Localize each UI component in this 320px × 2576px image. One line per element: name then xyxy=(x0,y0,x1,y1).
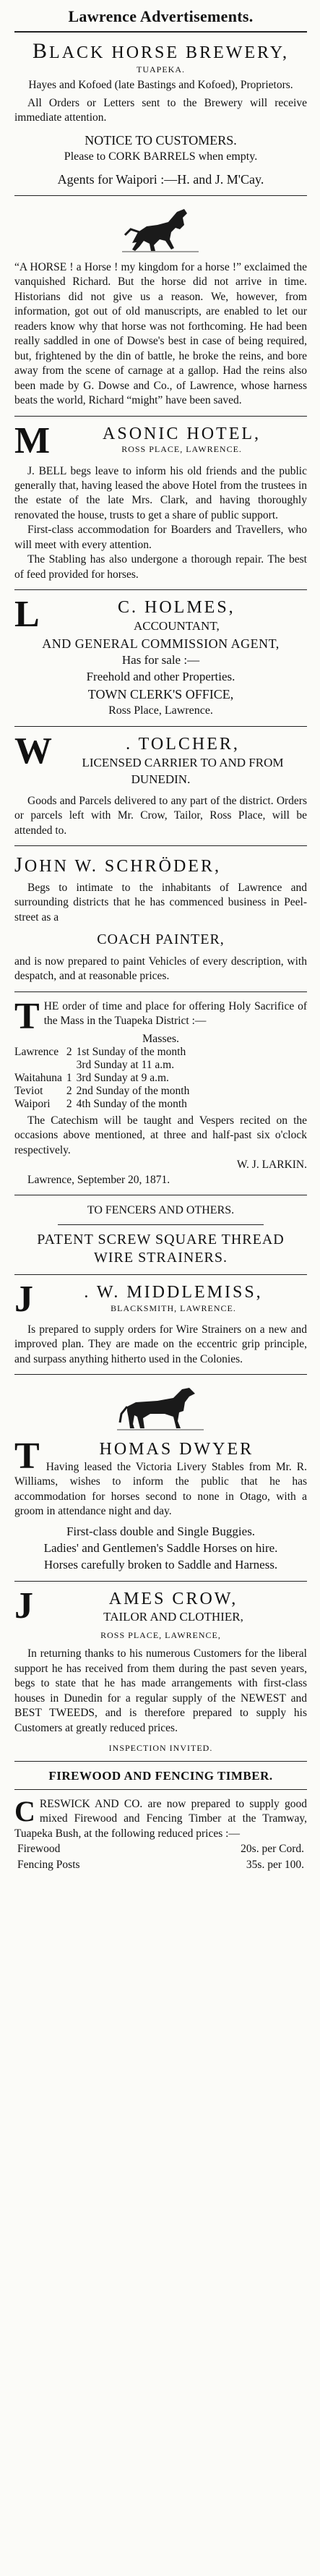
mass-place: Teviot xyxy=(14,1084,43,1097)
mass-time: 4th Sunday of the month xyxy=(76,1097,187,1110)
middlemiss-place: BLACKSMITH, LAWRENCE. xyxy=(111,1302,236,1313)
mass-count: 2 xyxy=(66,1097,72,1110)
firewood-dropcap: C xyxy=(14,1794,35,1827)
middlemiss-text: Is prepared to supply orders for Wire Strainers on a new and improved plan. They are made on the eccentric grip principle, and surpass anything hitherto used in the Colonies. xyxy=(14,1323,307,1365)
brewery-ad xyxy=(14,38,307,196)
mass-place: Waipori xyxy=(14,1097,51,1110)
dwyer-title-text: HOMAS DWYER xyxy=(99,1440,254,1459)
holmes-line-3: Has for sale :— xyxy=(121,653,200,668)
dowse-text: “A HORSE ! a Horse ! my kingdom for a horse !” exclaimed the vanquished Richard. But the horse did not arrive in time. Historians did not give us a reason. We, however, from information, got out of old manuscripts, are enabled to let our readers know why that horse was not forthcoming. He had been really saddled in one of Dowse's best in case of being required, but, frightened by the din of battle, he broke the reins, and bore away from the scene of carnage at a gallop. Had the reins also been made by G. Dowse and Co., of Lawrence, whose harness beats the world, Richard “might” have been saved. xyxy=(14,261,307,407)
schroder-text: Begs to intimate to the inhabitants of Lawrence and surrounding districts that he has commenced business in Peel-street as a xyxy=(14,881,307,924)
fencers-line-2: WIRE STRAINERS. xyxy=(94,1249,228,1266)
hotel-text-3: The Stabling has also undergone a thorough repair. The best of feed provided for horses. xyxy=(14,553,307,581)
firewood-title: FIREWOOD AND FENCING TIMBER. xyxy=(14,1769,307,1790)
hotel-title-text: ASONIC HOTEL, xyxy=(103,424,261,443)
page-title: Lawrence Advertisements. xyxy=(14,7,307,33)
dwyer-line-2: Ladies' and Gentlemen's Saddle Horses on hire. xyxy=(43,1540,278,1555)
fencers-title: TO FENCERS AND OTHERS. xyxy=(87,1204,235,1217)
holmes-title-text: C. HOLMES, xyxy=(118,598,235,618)
table-row xyxy=(14,1841,307,1857)
mass-count: 1 xyxy=(66,1071,72,1084)
mass-intro xyxy=(14,995,307,1037)
fencers-ad xyxy=(14,1203,307,1275)
hotel-text-2: First-class accommodation for Boarders and Travellers, who will meet with every attention. xyxy=(14,524,307,551)
dwyer-line-3: Horses carefully broken to Saddle and Harness. xyxy=(43,1557,278,1571)
schroder-text-2: and is now prepared to paint Vehicles of every description, with despatch, and at reasonable prices. xyxy=(14,955,307,983)
price-value: 20s. per Cord. xyxy=(241,1843,304,1856)
mass-place: Waitahuna xyxy=(14,1071,62,1084)
schroder-ad xyxy=(14,853,307,992)
table-row xyxy=(14,1072,194,1085)
mass-place: Lawrence xyxy=(14,1045,59,1058)
middlemiss-ad xyxy=(14,1278,307,1375)
brewery-place: TUAPEKA. xyxy=(137,64,185,74)
table-row xyxy=(14,1085,194,1098)
hotel-dropcap: M xyxy=(14,419,53,461)
mass-signed: W. J. LARKIN. xyxy=(236,1159,307,1172)
hotel-text: J. BELL begs leave to inform his old friends and the public generally that, having leased the above Hotel from the trustees in the estate of the late Mrs. Clark, and having thoroughly renovated the house, trusts to get a share of public support. xyxy=(14,464,307,521)
hotel-place: ROSS PLACE, LAWRENCE. xyxy=(121,444,242,455)
dwyer-dropcap: T xyxy=(14,1436,42,1477)
hotel-ad xyxy=(14,419,307,591)
holmes-line-6: Ross Place, Lawrence. xyxy=(108,704,213,717)
mass-time: 3rd Sunday at 9 a.m. xyxy=(76,1071,169,1084)
mass-count: 2 xyxy=(66,1045,72,1058)
holmes-line-4: Freehold and other Properties. xyxy=(86,670,235,684)
holmes-line-5: TOWN CLERK'S OFFICE, xyxy=(87,687,234,702)
tolcher-line-1: LICENSED CARRIER TO AND FROM DUNEDIN. xyxy=(82,755,284,786)
mass-place xyxy=(14,1059,66,1072)
holmes-ad xyxy=(14,594,307,727)
price-table xyxy=(14,1841,307,1873)
dwyer-title xyxy=(14,1436,307,1477)
mass-date: Lawrence, September 20, 1871. xyxy=(27,1173,170,1186)
firewood-intro xyxy=(14,1794,307,1841)
mass-ad xyxy=(14,995,307,1195)
schroder-trade: COACH PAINTER, xyxy=(97,931,225,947)
holmes-dropcap: L xyxy=(14,594,42,636)
mass-dropcap: T xyxy=(14,995,40,1037)
brewery-proprietors: Hayes and Kofoed (late Bastings and Kofoed), Proprietors. xyxy=(28,79,293,91)
horse-engraving xyxy=(14,203,307,257)
tolcher-text: Goods and Parcels delivered to any part of the district. Orders or parcels left with Mr. Crow, Tailor, Ross Place, will be attended to. xyxy=(14,794,307,837)
mass-text-2: The Catechism will be taught and Vespers recited on the occasions above mentioned, at three and half-past six o'clock respectively. xyxy=(14,1114,307,1156)
mass-table xyxy=(14,1046,194,1111)
table-row xyxy=(14,1059,194,1072)
mass-time: 1st Sunday of the month xyxy=(76,1045,186,1058)
horse-icon xyxy=(114,1382,208,1433)
brewery-title-text: LACK HORSE BREWERY, xyxy=(49,43,289,62)
crow-ad xyxy=(14,1585,307,1762)
mass-count: 2 xyxy=(66,1084,72,1097)
table-row xyxy=(14,1857,307,1873)
holmes-line-1: ACCOUNTANT, xyxy=(133,618,220,633)
crow-inspection: INSPECTION INVITED. xyxy=(108,1742,213,1753)
price-item: Fencing Posts xyxy=(17,1859,80,1872)
firewood-ad xyxy=(14,1769,307,1873)
brewery-orders: All Orders or Letters sent to the Brewery will receive immediate attention. xyxy=(14,96,307,124)
middlemiss-dropcap: J xyxy=(14,1278,35,1320)
dwyer-text: Having leased the Victoria Livery Stables from Mr. R. Williams, wishes to inform the public that he has accommodation for horses second to none in Otago, with a groom in attendance night and day. xyxy=(14,1460,307,1518)
rearing-horse-icon xyxy=(118,203,204,254)
dwyer-ad xyxy=(14,1382,307,1581)
holmes-line-2: AND GENERAL COMMISSION AGENT, xyxy=(42,636,280,651)
tolcher-title-text: . TOLCHER, xyxy=(126,734,240,754)
firewood-text: RESWICK AND CO. are now prepared to supply good mixed Firewood and Fencing Timber at the Tramway, Tuapeka Bush, at the following reduced prices :— xyxy=(14,1797,307,1840)
crow-text: In returning thanks to his numerous Customers for the liberal support he has received from them during the past seven years, begs to state that he has made arrangements with first-class houses in Dunedin for a regular supply of the NEWEST and BEST TWEEDS, and is therefore prepared to supply his Customers at greatly reduced prices. xyxy=(14,1647,307,1734)
brewery-title xyxy=(14,38,307,64)
divider xyxy=(58,1224,264,1225)
schroder-dropcap: J xyxy=(14,854,25,877)
crow-dropcap: J xyxy=(14,1585,35,1626)
table-row xyxy=(14,1046,194,1059)
schroder-title-text: OHN W. SCHRÖDER, xyxy=(24,857,221,876)
brewery-notice-title: NOTICE TO CUSTOMERS. xyxy=(85,132,237,148)
mass-intro-text: HE order of time and place for offering Holy Sacrifice of the Mass in the Tuapeka District :— xyxy=(43,999,307,1028)
dowse-ad xyxy=(14,203,307,417)
tolcher-ad xyxy=(14,730,307,846)
middlemiss-title-text: . W. MIDDLEMISS, xyxy=(84,1282,263,1302)
masses-title: Masses. xyxy=(142,1032,180,1045)
mass-time: 3rd Sunday at 11 a.m. xyxy=(76,1058,175,1071)
tolcher-dropcap: W xyxy=(14,730,54,772)
brewery-notice-text: Please to CORK BARRELS when empty. xyxy=(64,150,258,163)
mass-time: 2nd Sunday of the month xyxy=(76,1084,190,1097)
dwyer-line-1: First-class double and Single Buggies. xyxy=(66,1524,256,1538)
crow-place: ROSS PLACE, LAWRENCE, xyxy=(100,1630,221,1641)
table-row xyxy=(14,1098,194,1111)
horse-engraving xyxy=(14,1382,307,1436)
price-item: Firewood xyxy=(17,1843,61,1856)
schroder-title xyxy=(14,853,307,878)
brewery-dropcap: B xyxy=(33,39,50,63)
crow-title-text: AMES CROW, xyxy=(108,1589,238,1608)
price-value: 35s. per 100. xyxy=(246,1859,304,1872)
crow-line-1: TAILOR AND CLOTHIER, xyxy=(103,1610,243,1624)
fencers-line-1: PATENT SCREW SQUARE THREAD xyxy=(37,1231,285,1248)
mass-count xyxy=(66,1059,77,1072)
brewery-agents: Agents for Waipori :—H. and J. M'Cay. xyxy=(57,171,264,187)
